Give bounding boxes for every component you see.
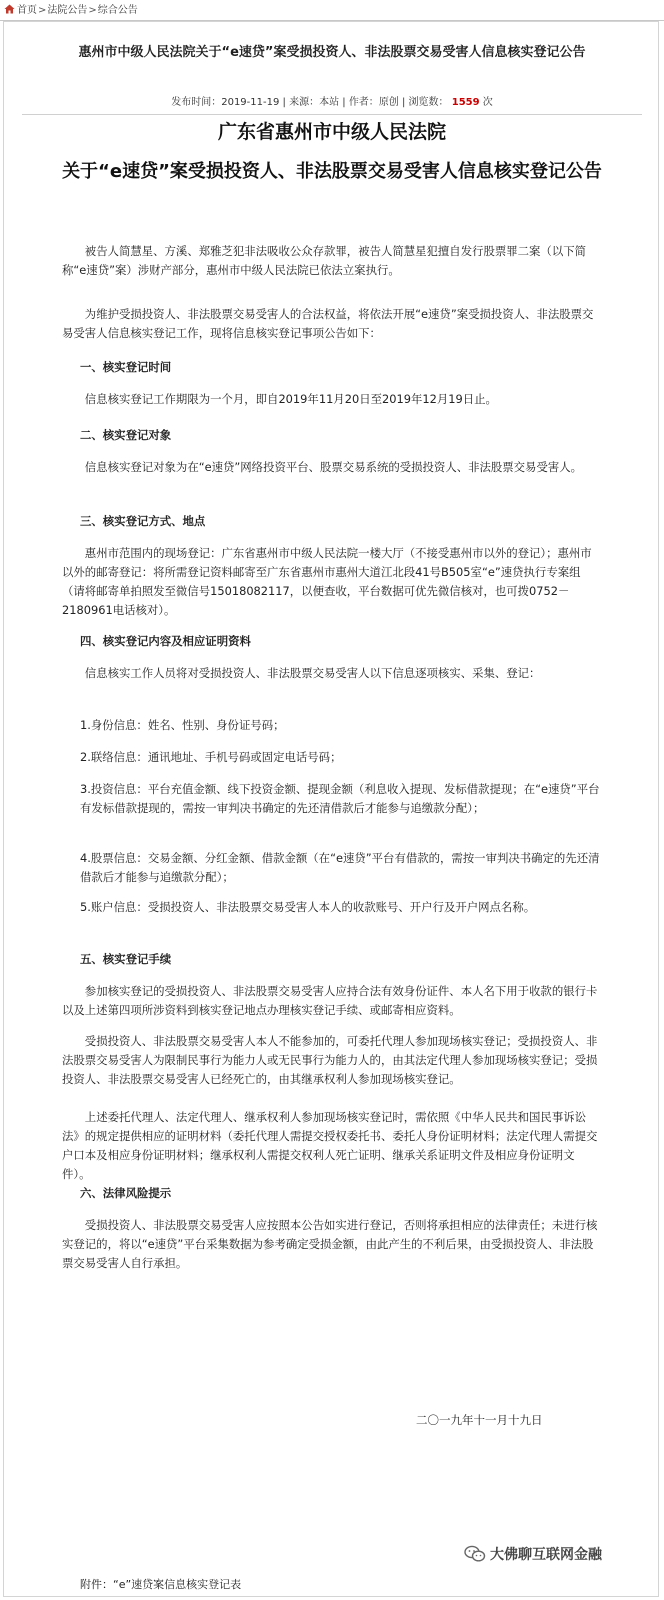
attachment-link[interactable]: 附件：“e”速贷案信息核实登记表 [80, 1578, 242, 1591]
list-item-investment: 3.投资信息：平台充值金额、线下投资金额、提现金额（利息收入提现、发标借款提现；在“e速贷”平台有发标借款提现的，需按一审判决书确定的先还清借款后才能参与追缴款分配）； [80, 782, 600, 815]
section-heading-risk: 六、法律风险提示 [80, 1186, 172, 1200]
source-label: 来源： [289, 97, 320, 108]
breadcrumb [0, 0, 664, 21]
breadcrumb-separator: > [38, 5, 47, 16]
notice-date: 二〇一九年十一月十九日 [416, 1413, 543, 1427]
paragraph-procedure: 参加核实登记的受损投资人、非法股票交易受害人应持合法有效身份证件、本人名下用于收款的银行卡以及上述第四项所涉资料到核实登记地点办理核实登记手续、或邮寄相应资料。 [62, 984, 598, 1017]
breadcrumb-home-link[interactable]: 首页 [17, 5, 37, 16]
paragraph-risk: 受损投资人、非法股票交易受害人应按照本公告如实进行登记，否则将承担相应的法律责任；未进行核实登记的，将以“e速贷”平台采集数据为参考确定受损金额，由此产生的不利后果，由受损投资人、非法股票交易受害人自行承担。 [62, 1218, 598, 1270]
paragraph-case-intro: 被告人简慧星、方溪、郑雅芝犯非法吸收公众存款罪，被告人简慧星犯擅自发行股票罪二案（以下简称“e速贷”案）涉财产部分，惠州市中级人民法院已依法立案执行。 [62, 244, 586, 277]
wechat-icon [464, 1545, 486, 1563]
article-page-title: 惠州市中级人民法院关于“e速贷”案受损投资人、非法股票交易受害人信息核实登记公告 [78, 45, 586, 60]
section-heading-content: 四、核实登记内容及相应证明资料 [80, 634, 251, 648]
home-icon [4, 4, 15, 14]
meta-separator: | [398, 97, 409, 108]
published-label: 发布时间： [171, 97, 222, 108]
paragraph-time: 信息核实登记工作期限为一个月，即自2019年11月20日至2019年12月19日止。 [84, 392, 497, 406]
section-heading-procedure: 五、核实登记手续 [80, 952, 172, 966]
paragraph-documents: 上述委托代理人、法定代理人、继承权利人参加现场核实登记时，需依照《中华人民共和国民事诉讼法》的规定提供相应的证明材料（委托代理人需提交授权委托书、委托人身份证明材料；法定代理人需提交户口本及相应身份证明材料；继承权利人需提交权利人死亡证明、继承关系证明文件及相应身份证明文件）。 [62, 1110, 598, 1181]
meta-separator: | [339, 97, 349, 108]
views-label: 浏览数： [408, 97, 449, 108]
paragraph-content: 信息核实工作人员将对受损投资人、非法股票交易受害人以下信息逐项核实、采集、登记： [84, 666, 541, 680]
section-heading-method: 三、核实登记方式、地点 [80, 514, 206, 528]
watermark-text: 大佛聊互联网金融 [490, 1547, 602, 1563]
court-name: 广东省惠州市中级人民法院 [217, 121, 446, 143]
views-count: 1559 [451, 97, 480, 108]
breadcrumb-court-notices-link[interactable]: 法院公告 [47, 5, 88, 16]
list-item-identity: 1.身份信息：姓名、性别、身份证号码； [80, 718, 285, 732]
author-value: 原创 [378, 97, 399, 108]
watermark [464, 1544, 602, 1564]
article-meta [0, 95, 664, 111]
breadcrumb-general-notices-link[interactable]: 综合公告 [97, 5, 138, 16]
published-date: 2019-11-19 [221, 97, 280, 108]
paragraph-agent: 受损投资人、非法股票交易受害人本人不能参加的，可委托代理人参加现场核实登记；受损投资人、非法股票交易受害人为限制民事行为能力人或无民事行为能力人的，由其法定代理人参加现场核实登记；受损投资人、非法股票交易受害人已经死亡的，由其继承权利人参加现场核实登记。 [62, 1034, 598, 1086]
section-heading-time: 一、核实登记时间 [80, 360, 172, 374]
list-item-account: 5.账户信息：受损投资人、非法股票交易受害人本人的收款账号、开户行及开户网点名称。 [80, 900, 536, 914]
source-value: 本站 [319, 97, 340, 108]
breadcrumb-separator: > [88, 5, 97, 16]
paragraph-targets: 信息核实登记对象为在“e速贷”网络投资平台、股票交易系统的受损投资人、非法股票交易受害人。 [84, 460, 583, 474]
notice-headline: 关于“e速贷”案受损投资人、非法股票交易受害人信息核实登记公告 [62, 161, 602, 182]
paragraph-method: 惠州市范围内的现场登记：广东省惠州市中级人民法院一楼大厅（不接受惠州市以外的登记）；惠州市以外的邮寄登记：将所需登记资料邮寄至广东省惠州市惠州大道江北段41号B505室“e”速贷执行专案组（请将邮寄单拍照发至微信号15018082117，以便查收，平台数据可优先微信核对，也可拨0752－2180961电话核对）。 [62, 546, 592, 617]
author-label: 作者： [348, 97, 379, 108]
paragraph-purpose: 为维护受损投资人、非法股票交易受害人的合法权益，将依法开展“e速贷”案受损投资人、非法股票交易受害人信息核实登记工作，现将信息核实登记事项公告如下： [62, 307, 594, 340]
meta-divider [22, 114, 642, 115]
meta-separator: | [279, 97, 290, 108]
list-item-stock: 4.股票信息：交易金额、分红金额、借款金额（在“e速贷”平台有借款的，需按一审判决书确定的先还清借款后才能参与追缴款分配）； [80, 851, 600, 884]
section-heading-targets: 二、核实登记对象 [80, 428, 172, 442]
views-unit: 次 [482, 97, 493, 108]
list-item-contact: 2.联络信息：通讯地址、手机号码或固定电话号码； [80, 750, 342, 764]
